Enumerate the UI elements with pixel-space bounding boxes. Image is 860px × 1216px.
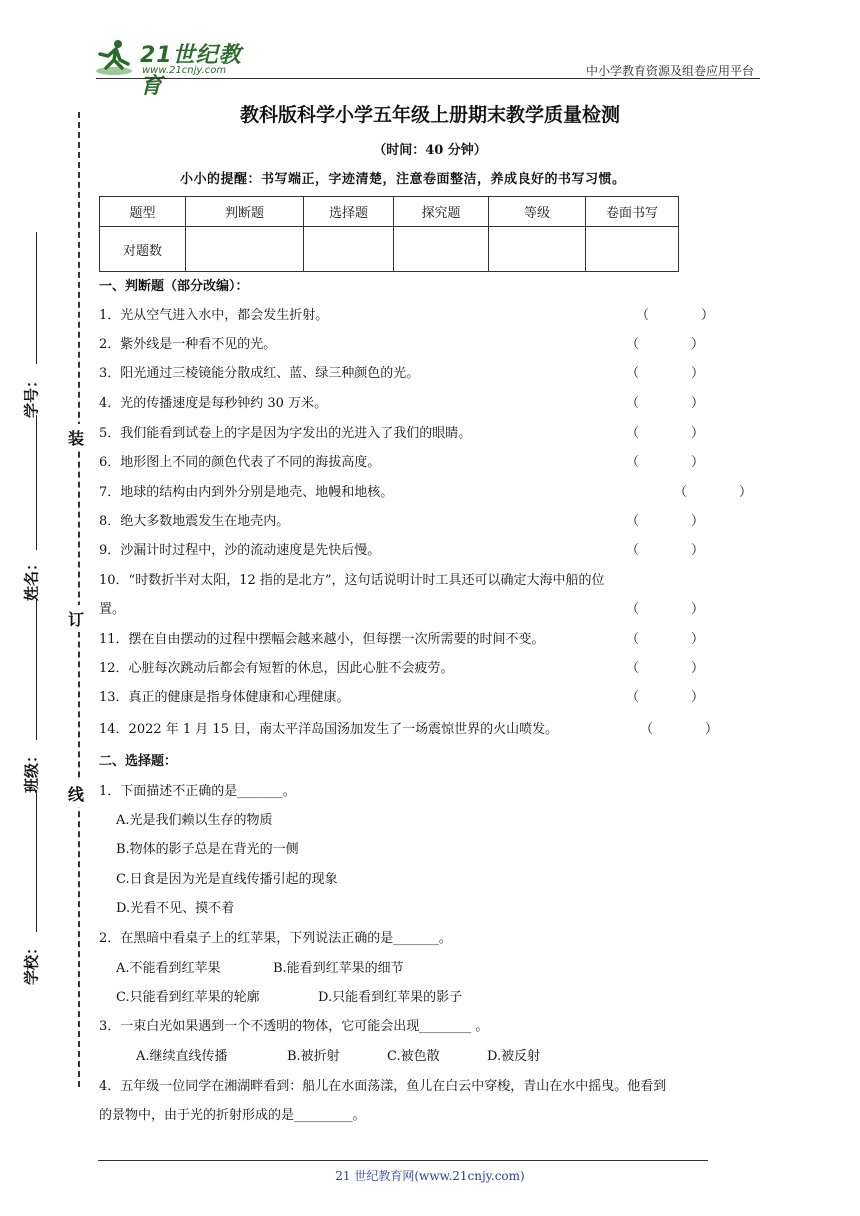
score-header-cell: 等级 (489, 197, 586, 227)
class-label: 班级： (22, 748, 41, 794)
exam-time: （时间：40 分钟） (373, 143, 487, 158)
site-logo (94, 36, 264, 99)
header-divider (96, 78, 760, 79)
answer-paren[interactable]: （ ） (626, 455, 705, 470)
choice-question: 3．一束白光如果遇到一个不透明的物体，它可能会出现________ 。 (99, 1019, 489, 1034)
exam-reminder: 小小的提醒：书写端正，字迹清楚，注意卷面整洁，养成良好的书写习惯。 (180, 172, 626, 187)
student-id-label: 学号： (22, 373, 41, 419)
score-input-cell[interactable] (394, 227, 489, 272)
choice-option[interactable]: B.被折射 (287, 1049, 340, 1064)
choice-option[interactable]: C.被色散 (387, 1049, 440, 1064)
judge-question: 12．心脏每次跳动后都会有短暂的休息，因此心脏不会疲劳。 (99, 661, 454, 676)
score-input-cell[interactable] (489, 227, 586, 272)
answer-paren[interactable]: （ ） (626, 337, 705, 352)
exam-title: 教科版科学小学五年级上册期末教学质量检测 (239, 104, 620, 126)
school-label: 学校： (22, 940, 41, 986)
choice-option[interactable]: C.只能看到红苹果的轮廓 (116, 990, 260, 1005)
choice-option[interactable]: C.日食是因为光是直线传播引起的现象 (116, 872, 338, 887)
answer-paren[interactable]: （ ） (626, 543, 705, 558)
judge-question: 4．光的传播速度是每秒钟约 30 万米。 (99, 396, 328, 411)
score-table (99, 196, 679, 272)
score-header-cell: 探究题 (394, 197, 489, 227)
choice-option[interactable]: D.被反射 (487, 1049, 541, 1064)
choice-question: 4．五年级一位同学在湘湖畔看到：船儿在水面荡漾，鱼儿在白云中穿梭，青山在水中摇曳。他看到 (99, 1079, 667, 1094)
logo-brand-text: 21世纪教育 (140, 43, 242, 99)
choice-option[interactable]: A.继续直线传播 (136, 1049, 228, 1064)
choice-question-continued: 的景物中，由于光的折射形成的是_________。 (99, 1108, 366, 1123)
footer-divider (98, 1160, 708, 1161)
answer-paren[interactable]: （ ） (626, 661, 705, 676)
answer-paren[interactable]: （ ） (640, 722, 719, 737)
choice-option[interactable]: A.光是我们赖以生存的物质 (116, 813, 273, 828)
binding-dashed-line (78, 112, 80, 1087)
judge-question: 10．“时数折半对太阳，12 指的是北方”，这句话说明计时工具还可以确定大海中船的位 (99, 573, 605, 588)
choice-option[interactable]: B.能看到红苹果的细节 (273, 961, 404, 976)
choice-question: 2．在黑暗中看桌子上的红苹果，下列说法正确的是_______。 (99, 931, 452, 946)
judge-question: 1．光从空气进入水中，都会发生折射。 (99, 308, 329, 323)
judge-question: 7．地球的结构由内到外分别是地壳、地幔和地核。 (99, 485, 394, 500)
judge-question: 9．沙漏计时过程中，沙的流动速度是先快后慢。 (99, 543, 381, 558)
header-platform-text: 中小学教育资源及组卷应用平台 (585, 64, 754, 78)
judge-question: 5．我们能看到试卷上的字是因为字发出的光进入了我们的眼睛。 (99, 426, 472, 441)
score-input-cell[interactable] (186, 227, 304, 272)
score-header-cell: 卷面书写 (586, 197, 679, 227)
answer-paren[interactable]: （ ） (626, 426, 705, 441)
binding-char-xian: 线 (68, 780, 84, 807)
score-header-cell: 选择题 (304, 197, 394, 227)
score-input-cell[interactable] (304, 227, 394, 272)
choice-option[interactable]: D.光看不见、摸不着 (116, 901, 235, 916)
logo-url-text: www.21cnjy.com (142, 65, 227, 76)
choice-option[interactable]: A.不能看到红苹果 (116, 961, 221, 976)
school-line[interactable] (36, 790, 37, 932)
answer-paren[interactable]: （ ） (626, 632, 705, 647)
choice-question: 1．下面描述不正确的是_______。 (99, 784, 296, 799)
choice-option[interactable]: B.物体的影子总是在背光的一侧 (116, 842, 299, 857)
answer-paren[interactable]: （ ） (636, 308, 715, 323)
judge-question: 14．2022 年 1 月 15 日，南太平洋岛国汤加发生了一场震惊世界的火山喷发。 (99, 722, 559, 737)
runner-logo-icon (94, 38, 134, 76)
section2-heading: 二、选择题： (99, 754, 178, 769)
binding-char-ding: 订 (68, 605, 84, 632)
footer-text: 21 世纪教育网(www.21cnjy.com) (335, 1169, 525, 1183)
student-id-line[interactable] (36, 232, 37, 364)
judge-question: 2．紫外线是一种看不见的光。 (99, 337, 277, 352)
answer-paren[interactable]: （ ） (626, 366, 705, 381)
answer-paren[interactable]: （ ） (626, 602, 705, 617)
judge-question: 8．绝大多数地震发生在地壳内。 (99, 514, 290, 529)
name-label: 姓名： (22, 556, 41, 602)
answer-paren[interactable]: （ ） (626, 396, 705, 411)
answer-paren[interactable]: （ ） (626, 690, 705, 705)
judge-question-continued: 置。 (99, 602, 126, 617)
score-input-cell[interactable] (586, 227, 679, 272)
judge-question: 3．阳光通过三棱镜能分散成红、蓝、绿三种颜色的光。 (99, 366, 420, 381)
score-header-cell: 判断题 (186, 197, 304, 227)
judge-question: 11．摆在自由摆动的过程中摆幅会越来越小，但每摆一次所需要的时间不变。 (99, 632, 545, 647)
answer-paren[interactable]: （ ） (626, 514, 705, 529)
score-header-cell: 题型 (100, 197, 186, 227)
class-line[interactable] (36, 598, 37, 740)
answer-paren[interactable]: （ ） (674, 485, 753, 500)
name-line[interactable] (36, 415, 37, 550)
score-row-label: 对题数 (100, 227, 186, 272)
binding-char-zhuang: 装 (68, 424, 84, 451)
section1-heading: 一、判断题（部分改编）： (99, 279, 249, 294)
judge-question: 13．真正的健康是指身体健康和心理健康。 (99, 690, 350, 705)
choice-option[interactable]: D.只能看到红苹果的影子 (318, 990, 463, 1005)
judge-question: 6．地形图上不同的颜色代表了不同的海拔高度。 (99, 455, 381, 470)
